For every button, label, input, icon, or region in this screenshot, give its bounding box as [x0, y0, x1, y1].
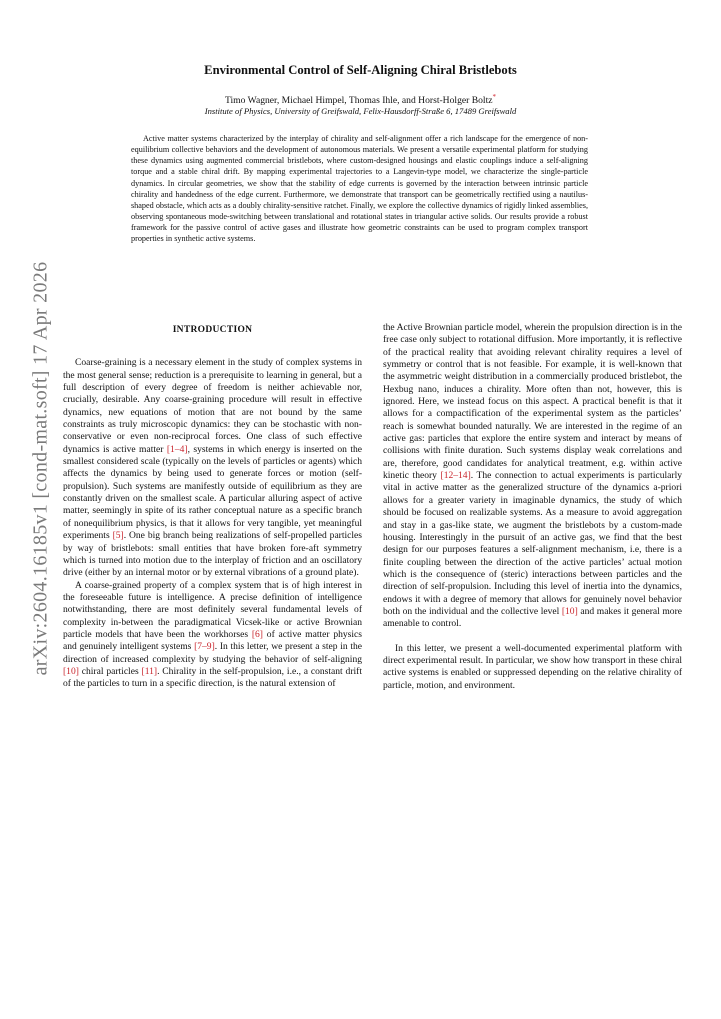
text-run: of active matter physics and genuinely intelligent systems	[63, 628, 362, 653]
affiliation: Institute of Physics, University of Greifswald, Felix-Hausdorff-Straße 6, 17489 Greifswald	[204, 106, 517, 116]
text-run: . Chirality in the self-propulsion, i.e., a constant drift of the particles to turn in a specific direction, is the natural extension of	[63, 665, 362, 690]
text-run: and makes it general more amenable to control.	[383, 605, 682, 630]
arxiv-identifier-text: arXiv:2604.16185v1 [cond-mat.soft] 17 Apr 2026	[29, 261, 52, 675]
intro-paragraph-3	[383, 322, 682, 631]
citation-link[interactable]: [7–9]	[194, 641, 215, 653]
citation-link[interactable]: [10]	[63, 665, 79, 677]
citation-link[interactable]: [11]	[141, 665, 158, 677]
right-column	[383, 322, 682, 692]
intro-paragraph-4: In this letter, we present a well-documented experimental platform with direct experimental result. In particular, we show how transport in these chiral active systems is enabled or suppressed depending on the relative chirality of particle, motion, and environment.	[383, 642, 682, 691]
text-run: . The connection to actual experiments is particularly vital in active matter as the generalized structure of the dynamics a-priori allows for a greater variety in imaginable dynamics, the study of which should be focused on realizable systems. As a measure to avoid aggregation and stay in a gas-like state, we augment the bristlebots by a custom-made housing. Interestingly in the pursuit of an active gas, we find that the best design for our purposes features a self-alignment mechanism, i.e, there is a finite coupling between the direction of the active particles’ actual motion which is the consequence of (steric) interactions between particles and the direction of self-propulsion. Including this level of inertia into the dynamics, endows it with a degree of memory that allows for genuinely novel behavior both on the individual and the collective level	[383, 470, 682, 617]
citation-link[interactable]: [10]	[561, 605, 578, 617]
arxiv-identifier	[24, 258, 58, 678]
text-run: . In this letter, we present a step in the direction of increased complexity by studying the behavior of self-aligning	[63, 641, 362, 665]
paper-title: Environmental Control of Self-Aligning Chiral Bristlebots	[204, 63, 517, 77]
author-names: Timo Wagner, Michael Himpel, Thomas Ihle, and Horst-Holger Boltz	[224, 95, 493, 107]
intro-paragraph-2	[63, 580, 362, 691]
text-run: , systems in which energy is inserted on the smallest considered scale (typically on the levels of particles or agents) which affects the dynamics by being used to generate forces or motion (self-propulsion). Such systems are manifestly outside of equilibrium as they are constantly driven on the smallest scale. A particular alluring aspect of active matter, seemingly in spite of its rather conceptual nature as a specific branch of nonequilibrium physics, is that it allows for very tangible, yet meaningful experiments	[63, 443, 362, 542]
abstract: Active matter systems characterized by the interplay of chirality and self-alignment offer a rich landscape for the emergence of non-equilibrium collective behaviors and the development of autonomous materials. We present a versatile experimental platform for studying these dynamics using augmented commercial bristlebots, where custom-designed housings and elastic couplings induce a self-aligning torque and a stable chiral drift. By mapping experimental trajectories to a Langevin-type model, we characterize the single-particle dynamics. In circular geometries, we show that the stability of edge currents is governed by the interaction between intrinsic particle chirality and handedness of the edge current. Furthermore, we demonstrate that transport can be geometrically rectified using a nautilus-shaped obstacle, which acts as a doubly chirality-sensitive ratchet. Finally, we explore the collective dynamics of rigidly linked assemblies, observing spontaneous mode-switching between translational and rotational states in triangular active solids. Our results provide a robust framework for the passive control of active gases and illustrate how geometric constraints can be used to program complex transport properties in synthetic active systems.	[131, 134, 588, 244]
text-run: A coarse-grained property of a complex system that is of high interest in the foreseeable future is intelligence. A precise definition of intelligence notwithstanding, there are most definitely several fundamental levels of complexity in-between the paradigmatical Vicsek-like or active Brownian particle models that have been the workhorses	[63, 579, 362, 640]
citation-link[interactable]: [5]	[112, 530, 124, 542]
citation-link[interactable]: [12–14]	[440, 470, 471, 482]
text-run: chiral particles	[78, 665, 142, 677]
corresponding-author-mark: *	[492, 93, 496, 101]
citation-link[interactable]: [1–4]	[166, 443, 188, 455]
text-run: the Active Brownian particle model, wherein the propulsion direction is in the free case only subject to rotational diffusion. More importantly, it is reflective of the practical reality that avoiding relevant chirality requires a level of symmetry or control that is not feasible. For example, it is well-known that the asymmetric weight distribution in a commercially produced bristlebot, the Hexbug nano, induces a chirality. More often than not, however, this is ignored. Here, we instead focus on this aspect. A practical benefit is that it allows for a compactification of the experimental system as the particles’ reach is somewhat bounded naturally. We are interested in the regime of an active gas: particles that explore the entire system and interact by means of collisions with finite duration. Such systems display weak correlations and are, therefore, good candidates for analytical treatment, e.g. within active kinetic theory	[383, 322, 682, 482]
section-heading: INTRODUCTION	[172, 325, 253, 335]
text-run: . One big branch being realizations of self-propelled particles by way of bristlebots: small entities that have broken fore-aft symmetry which is turned into motion due to the interplay of friction and an oscillatory drive (either by an internal motor or by external vibrations of a ground plate).	[63, 530, 363, 579]
left-column	[63, 324, 362, 691]
intro-paragraph-1	[63, 357, 362, 579]
citation-link[interactable]: [6]	[251, 628, 263, 640]
author-list	[0, 93, 721, 106]
text-run: Coarse-graining is a necessary element in the study of complex systems in the most general sense; reduction is a prerequisite to learning in general, but a full description of every degree of freedom is neither achievable nor, crucially, desirable. Any coarse-graining procedure will result in effective dynamics, new equations of motion that are not bound by the same constraints as truly microscopic dynamics: they can be stochastic with non-conservative or even non-reciprocal forces. One class of such effective dynamics is active matter	[63, 357, 362, 455]
